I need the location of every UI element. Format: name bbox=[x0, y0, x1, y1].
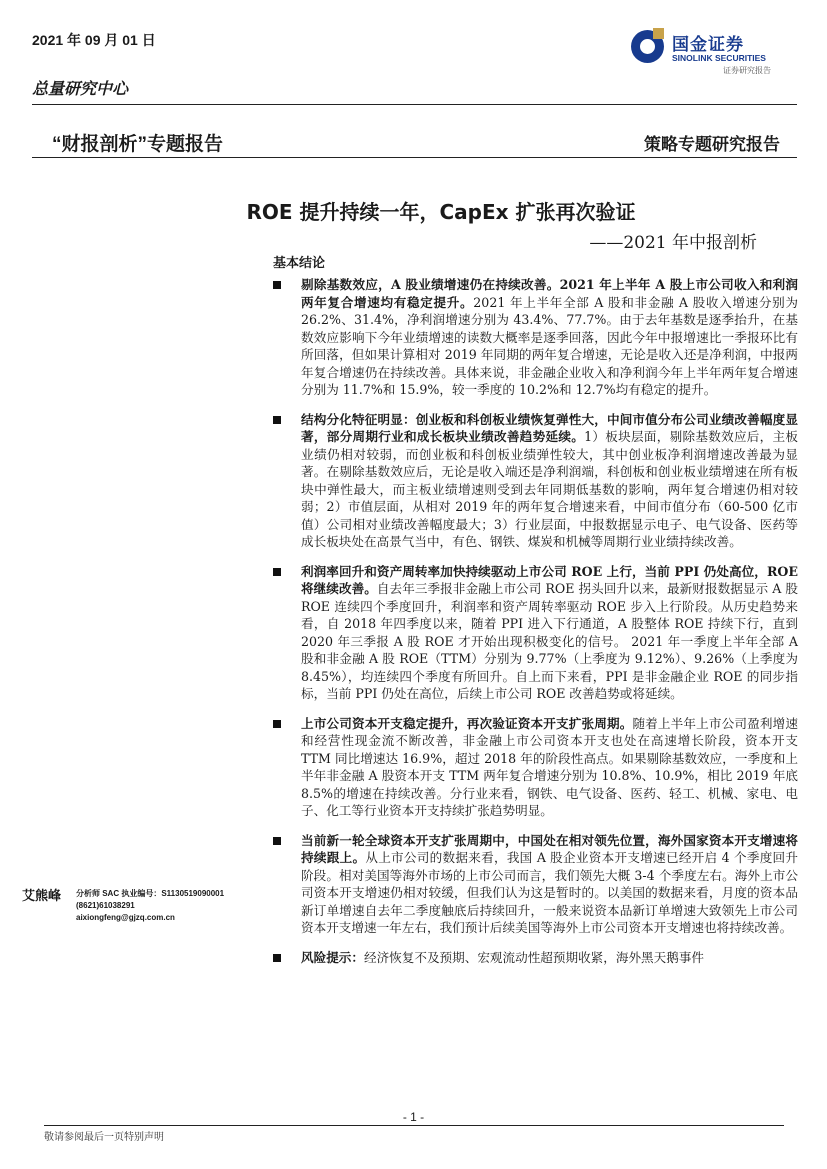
footer-divider bbox=[44, 1125, 784, 1126]
header-divider bbox=[32, 104, 797, 105]
list-item bbox=[273, 949, 798, 967]
bullet-lead: 上市公司资本开支稳定提升，再次验证资本开支扩张周期。 bbox=[301, 715, 633, 731]
analyst-contact bbox=[76, 888, 224, 924]
logo-mark-accent bbox=[653, 28, 664, 39]
analyst-email[interactable]: aixiongfeng@gjzq.com.cn bbox=[76, 913, 175, 922]
bullet-lead: 利润率回升和资产周转率加快持续驱动上市公司 ROE 上行，当前 PPI 仍处高位，ROE 将继续改善。 bbox=[301, 563, 798, 596]
bullet-square-icon bbox=[273, 416, 281, 424]
section-heading: 基本结论 bbox=[273, 256, 326, 271]
logo-subtitle: 证券研究报告 bbox=[723, 66, 771, 75]
report-type: 策略专题研究报告 bbox=[644, 135, 780, 155]
bullet-body: 经济恢复不及预期、宏观流动性超预期收紧，海外黑天鹅事件 bbox=[363, 949, 704, 965]
bullet-square-icon bbox=[273, 568, 281, 576]
bullet-lead: 结构分化特征明显：创业板和科创板业绩恢复弹性大，中间市值分布公司业绩改善幅度显著，部分周期行业和成长板块业绩改善趋势延续。 bbox=[301, 411, 798, 444]
analyst-cert: 分析师 SAC 执业编号：S1130519090001 bbox=[76, 889, 225, 898]
logo-name-cn: 国金证券 bbox=[672, 35, 744, 55]
bullet-square-icon bbox=[273, 720, 281, 728]
bullet-lead: 当前新一轮全球资本开支扩张周期中，中国处在相对领先位置，海外国家资本开支增速将持续跟上。 bbox=[301, 832, 798, 865]
bullet-lead: 风险提示： bbox=[301, 949, 364, 965]
disclaimer-note: 敬请参阅最后一页特别声明 bbox=[44, 1132, 164, 1143]
list-item bbox=[273, 832, 798, 937]
analyst-phone: (8621)61038291 bbox=[76, 901, 135, 910]
bullet-body: 1）板块层面，剔除基数效应后，主板业绩仍相对较弱，而创业板和科创板业绩弹性较大，其中创业板净利润增速改善最为显著。在剔除基数效应后，无论是收入端还是净利润端，科创板和创业板业绩增速在所有板块中弹性最大，而主板业绩增速则受到去年同期低基数的影响，两年复合增速仍相对较弱；2）市值层面，从相对 2019 年的两年复合增速来看，中间市值分布（60-500 亿市值）公司相对业绩改善幅度最大；3）行业层面，中报数据显示电子、电气设备、医药等成长板块处在高景气当中，有色、钢铁、煤炭和机械等周期行业业绩持续改善。 bbox=[301, 429, 799, 549]
bullet-square-icon bbox=[273, 837, 281, 845]
bullet-body: 随着上半年上市公司盈利增速和经营性现金流不断改善，非金融上市公司资本开支也处在高速增长阶段，资本开支 TTM 同比增速达 16.9%，超过 2018 年的阶段性高点。如果剔除基数效应，一季度和上半年非金融 A 股资本开支 TTM 两年复合增速分别为 10.8%、10.9%，相比 2019 年底 8.5%的增速在持续改善。分行业来看，钢铁、电气设备、医药、轻工、机械、家电、电子、化工等行业资本开支持续扩张趋势明显。 bbox=[301, 715, 799, 818]
bullet-body: 从上市公司的数据来看，我国 A 股企业资本开支增速已经开启 4 个季度回升阶段。相对美国等海外市场的上市公司而言，我们领先大概 3-4 个季度左右。海外上市公司资本开支增速仍相对较缓，但我们认为这是暂时的。以美国的数据来看，月度的资本品新订单增速自去年二季度触底后持续回升，一般来说资本品新订单增速大致领先上市公司资本开支增速一年左右，我们预计后续美国等海外上市公司资本开支增速也将持续改善。 bbox=[301, 850, 799, 935]
bullet-square-icon bbox=[273, 954, 281, 962]
report-date: 2021 年 09 月 01 日 bbox=[32, 32, 156, 48]
page-number: - 1 - bbox=[402, 1110, 425, 1124]
department-name: 总量研究中心 bbox=[32, 79, 129, 98]
logo-name-en: SINOLINK SECURITIES bbox=[672, 53, 766, 63]
analyst-name: 艾熊峰 bbox=[22, 889, 62, 904]
logo-mark-inner bbox=[640, 39, 655, 54]
list-item bbox=[273, 715, 798, 820]
conclusion-list bbox=[273, 276, 798, 978]
report-title: ROE 提升持续一年，CapEx 扩张再次验证 bbox=[246, 200, 636, 224]
report-subtitle: ——2021 年中报剖析 bbox=[589, 233, 757, 253]
list-item bbox=[273, 411, 798, 551]
bullet-lead: 剔除基数效应，A 股业绩增速仍在持续改善。2021 年上半年 A 股上市公司收入和利润两年复合增速均有稳定提升。 bbox=[301, 277, 798, 310]
report-series: “财报剖析”专题报告 bbox=[52, 134, 224, 155]
bullet-square-icon bbox=[273, 281, 281, 289]
title-divider bbox=[32, 157, 797, 158]
list-item bbox=[273, 563, 798, 703]
bullet-body: 2021 年上半年全部 A 股和非金融 A 股收入增速分别为 26.2%、31.4%，净利润增速分别为 43.4%、77.7%。由于去年基数是逐季抬升，在基数效应影响下今年业绩增速的读数大概率是逐季回落，因此今年中报增速比一季报环比有所回落，但如果计算相对 2019 年同期的两年复合增速，无论是收入还是净利润，中报两年复合增速仍在持续改善。具体来说，非金融企业收入和净利润今年上半年两年复合增速分别为 11.7%和 15.9%，较一季度的 10.2%和 12.7%均有稳定的提升。 bbox=[301, 294, 798, 397]
list-item bbox=[273, 276, 798, 399]
bullet-body: 自去年三季报非金融上市公司 ROE 拐头回升以来，最新财报数据显示 A 股 ROE 连续四个季度回升，利润率和资产周转率驱动 ROE 步入上行阶段。从历史趋势来看，自 2018 年四季度以来，随着 PPI 进入下行通道，A 股整体 ROE 持续下行，直到 2020 年三季报 A 股 ROE 才开始出现积极变化的信号。 2021 年一季度上半年全部 A 股和非金融 A 股 ROE（TTM）分别为 9.77%（上季度为 9.12%）、9.26%（上季度为 8.45%），均连续四个季度有所回升。自上而下来看，PPI 是非金融企业 ROE 的同步指标，当前 PPI 仍处在高位，后续上市公司 ROE 改善趋势或将延续。 bbox=[301, 581, 799, 701]
